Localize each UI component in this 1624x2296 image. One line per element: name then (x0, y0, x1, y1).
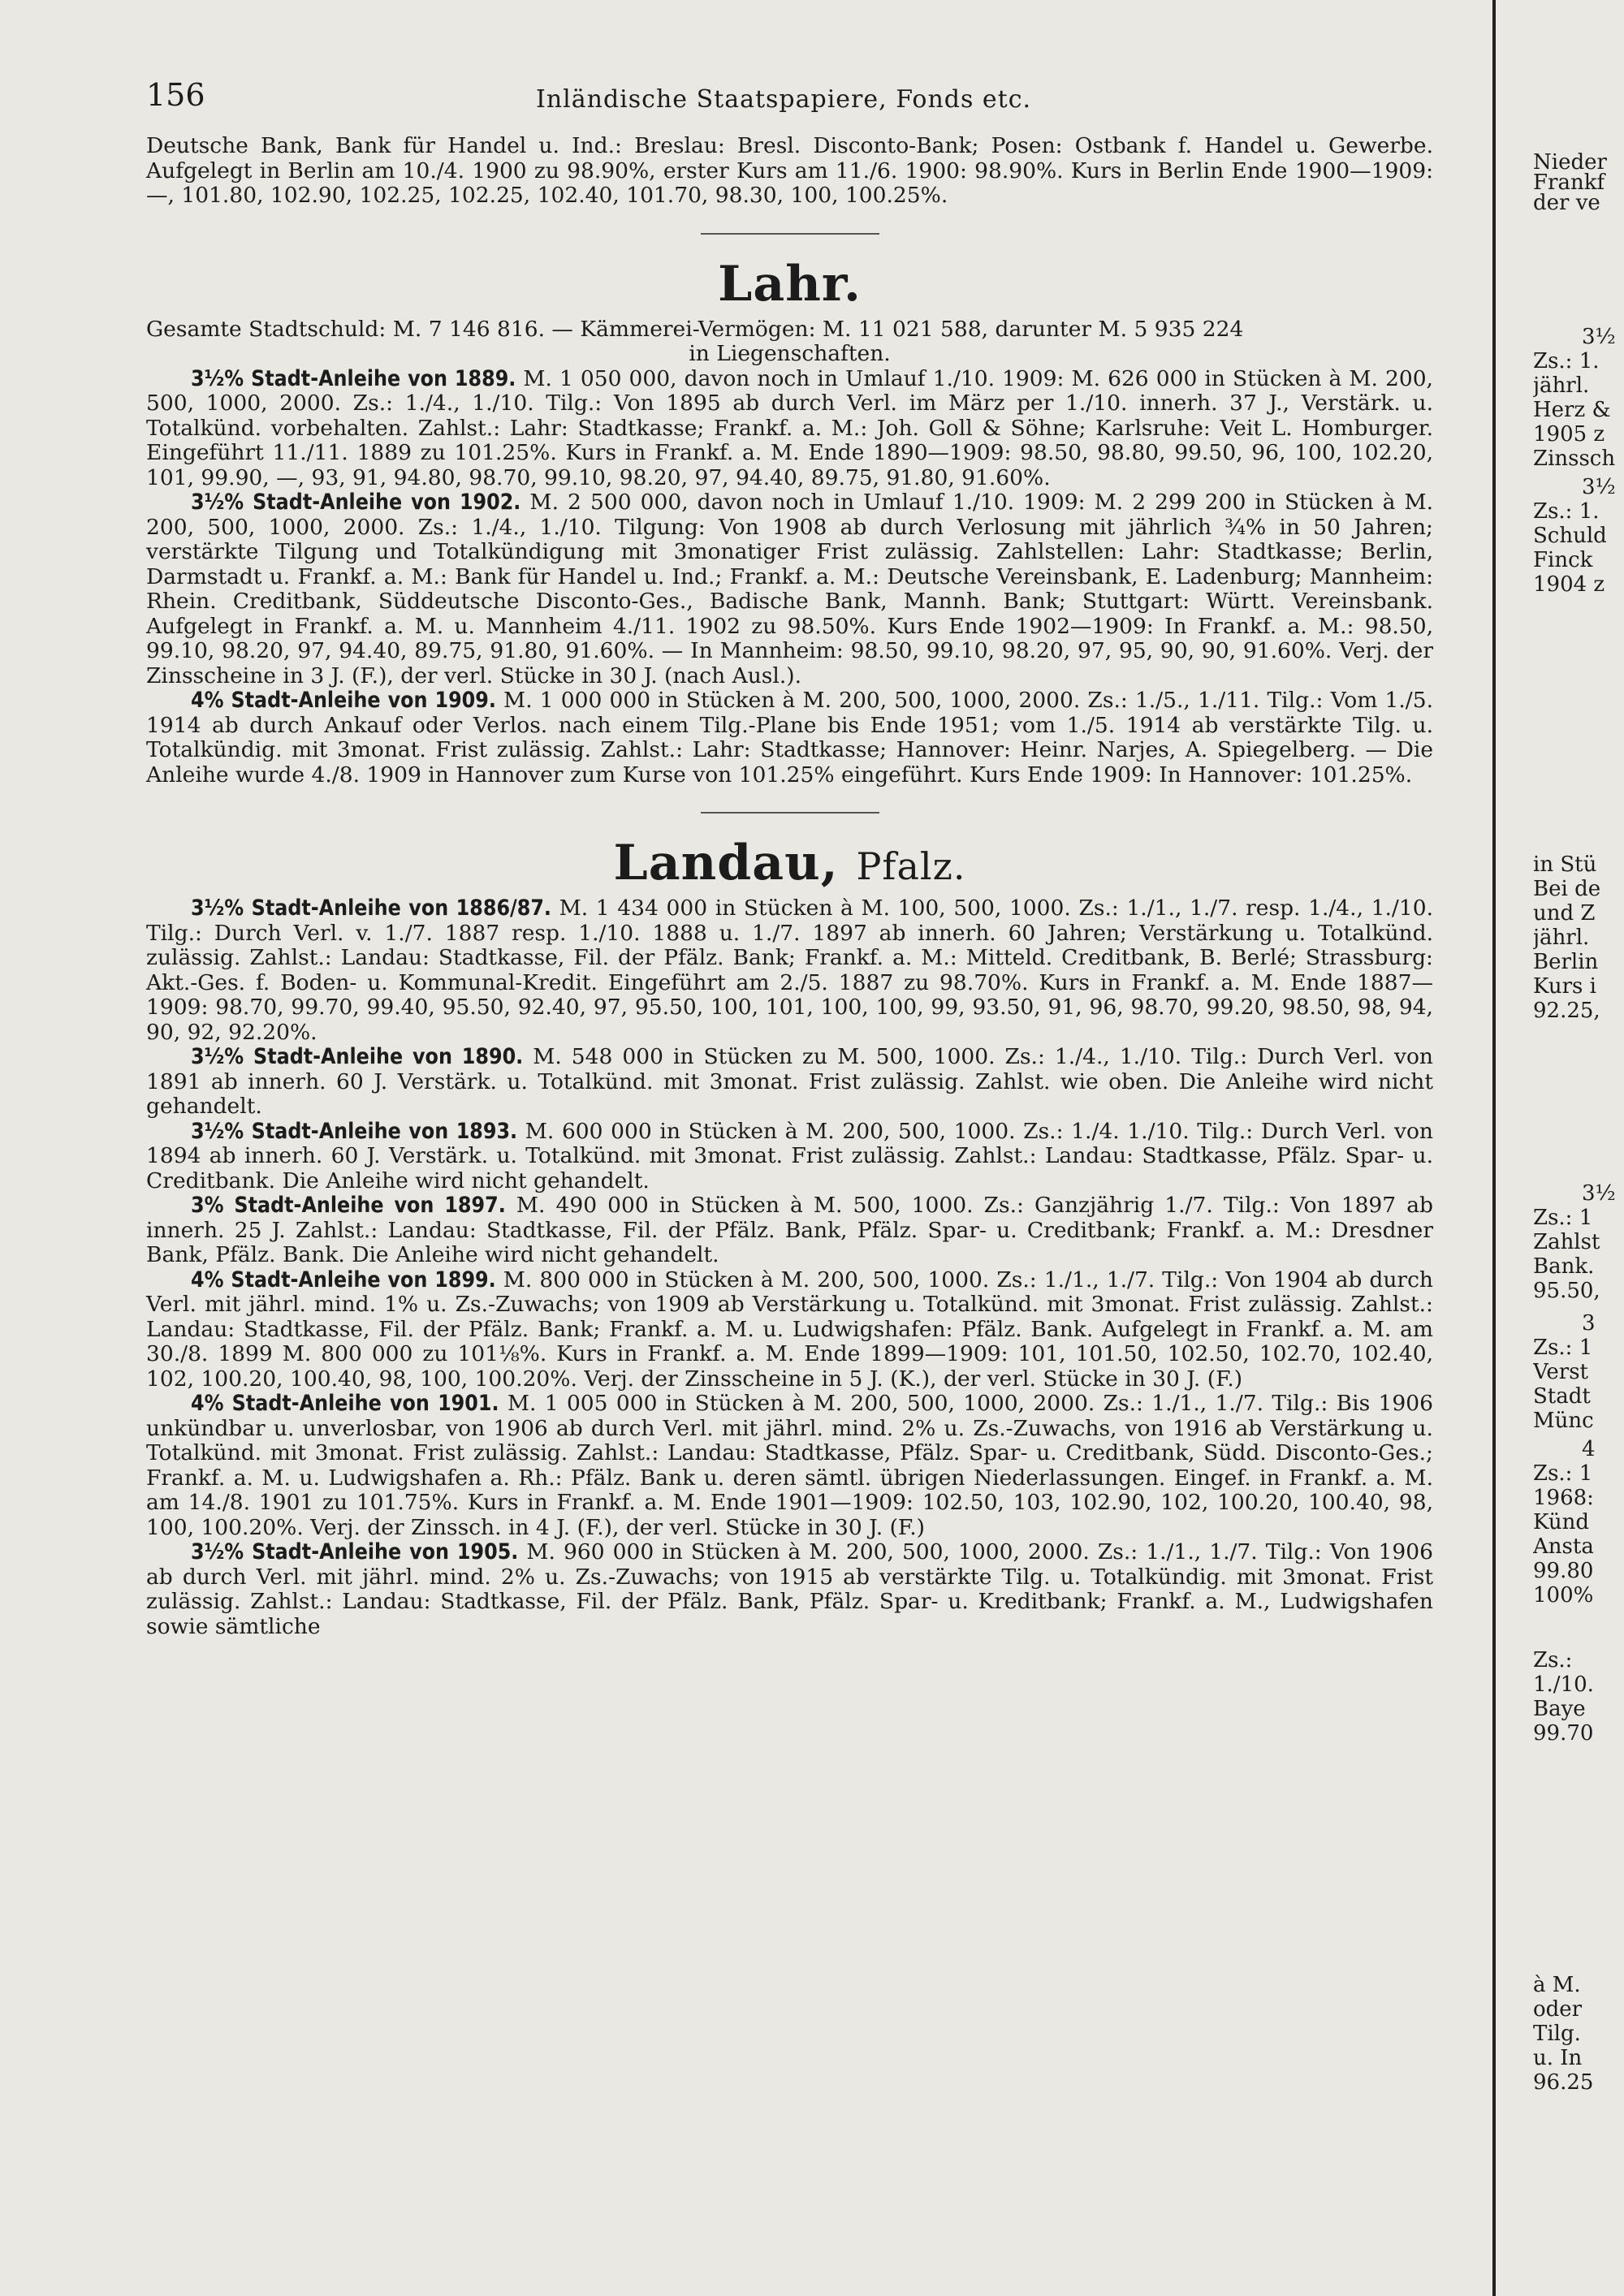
landau-subtitle: Pfalz. (856, 844, 966, 888)
lahr-summary-cont: in Liegenschaften. (689, 341, 891, 366)
section-divider (701, 233, 879, 235)
next-page-fragment: 99.80 (1533, 1559, 1594, 1583)
loan-entry (146, 1392, 1433, 1540)
next-page-fragment: Zs.: 1 (1533, 1336, 1593, 1360)
loan-heading: 3% Stadt-Anleihe von 1897. (191, 1193, 506, 1218)
page-gutter (1492, 0, 1496, 2296)
loan-text: M. 960 000 in Stücken à M. 200, 500, 1000, 2000. Zs.: 1./1., 1./7. Tilg.: Von 1906 ab durch Verl. mit jährl. mind. 2% u. Zs.-Zuwachs; von 1915 ab verstärkte Tilg. u. Totalkündig. mit 3monat. Frist zulässig. Zahlst.: Landau: Stadtkasse, Fil. der Pfälz. Bank, Pfälz. Spar- u. Kreditbank; Frankf. a. M., Ludwigshafen sowie sämtliche (146, 1539, 1433, 1639)
section-title-landau (146, 835, 1433, 891)
next-page-fragment: Finck (1533, 548, 1593, 572)
next-page-fragment: Bank. (1533, 1254, 1595, 1279)
next-page-fragment: à M. (1533, 1973, 1581, 1997)
next-page-fragment: jährl. (1533, 926, 1590, 950)
loan-heading: 3½% Stadt-Anleihe von 1902. (191, 490, 521, 515)
next-page-fragment: Zs.: 1 (1533, 1206, 1593, 1230)
loan-text: M. 1 000 000 in Stücken à M. 200, 500, 1000, 2000. Zs.: 1./5., 1./11. Tilg.: Vom 1./5. 1914 ab durch Ankauf oder Verlos. nach einem Tilg.-Plane bis Ende 1951; vom 1./5. 1914 ab verstärkte Tilg. u. Totalkündig. mit 3monat. Frist zulässig. Zahlst.: Lahr: Stadtkasse; Hannover: Heinr. Narjes, A. Spiegelberg. — Die Anleihe wurde 4./8. 1909 in Hannover zum Kurse von 101.25% eingeführt. Kurs Ende 1909: In Hannover: 101.25%. (146, 688, 1433, 788)
page-header (146, 77, 1433, 134)
next-page-edge (1533, 0, 1624, 2296)
loan-entry (146, 1193, 1433, 1268)
next-page-fragment: Tilg. (1533, 2022, 1581, 2046)
loan-text: M. 800 000 in Stücken à M. 200, 500, 1000. Zs.: 1./1., 1./7. Tilg.: Von 1904 ab durch Verl. mit jährl. mind. 1% u. Zs.-Zuwachs; von 1909 ab Verstärkung u. Totalkünd. mit 3monat. Frist zulässig. Zahlst.: Landau: Stadtkasse, Fil. der Pfälz. Bank; Frankf. a. M. u. Ludwigshafen: Pfälz. Bank. Aufgelegt in Frankf. a. M. am 30./8. 1899 M. 800 000 zu 101⅛%. Kurs in Frankf. a. M. Ende 1899—1909: 101, 101.50, 102.50, 102.70, 102.40, 102, 100.20, 100.40, 98, 100, 100.20%. Verj. der Zinsscheine in 5 J. (K.), der verl. Stücke in 30 J. (F.) (146, 1267, 1434, 1392)
next-page-fragment: 99.70 (1533, 1721, 1594, 1746)
next-page-fragment: 1968: (1533, 1486, 1594, 1510)
next-page-fragment: u. In (1533, 2046, 1583, 2070)
next-page-fragment: 4 (1582, 1437, 1596, 1461)
next-page-fragment: oder (1533, 1997, 1583, 2022)
loan-entry (146, 688, 1433, 788)
next-page-fragment: 1904 z (1533, 572, 1605, 597)
main-column (146, 77, 1433, 1639)
next-page-fragment: Zahlst (1533, 1230, 1600, 1254)
intro-paragraph: Deutsche Bank, Bank für Handel u. Ind.: Breslau: Bresl. Disconto-Bank; Posen: Ostbank f. Handel u. Gewerbe. Aufgelegt in Berlin am 10./4. 1900 zu 98.90%, erster Kurs am 11./6. 1900: 98.90%. Kurs in Berlin Ende 1900—1909: —, 101.80, 102.90, 102.25, 102.25, 102.40, 101.70, 98.30, 100, 100.25%. (146, 133, 1433, 208)
next-page-fragment: Kurs i (1533, 974, 1596, 999)
section-divider (701, 812, 879, 814)
next-page-fragment: Künd (1533, 1510, 1589, 1534)
next-page-fragment: Frankf (1533, 170, 1605, 195)
next-page-fragment: Zinssch (1533, 447, 1616, 471)
loan-entry (146, 1045, 1433, 1120)
loan-heading: 3½% Stadt-Anleihe von 1886/87. (191, 896, 551, 921)
loan-text: M. 490 000 in Stücken à M. 500, 1000. Zs.: Ganzjährig 1./7. Tilg.: Von 1897 ab innerh. 25 J. Zahlst.: Landau: Stadtkasse, Fil. der Pfälz. Bank, Pfälz. Spar- u. Creditbank; Frankf. a. M.: Dresdner Bank, Pfälz. Bank. Die Anleihe wird nicht gehandelt. (146, 1193, 1433, 1267)
next-page-fragment: Herz & (1533, 398, 1611, 422)
next-page-fragment: Baye (1533, 1697, 1586, 1721)
loan-entry (146, 1268, 1433, 1392)
next-page-fragment: 3½ (1582, 325, 1616, 349)
loan-text: M. 1 005 000 in Stücken à M. 200, 500, 1000, 2000. Zs.: 1./1., 1./7. Tilg.: Bis 1906 unkündbar u. unverlosbar, von 1906 ab durch Verl. mit jährl. mind. 2% u. Zs.-Zuwachs, von 1916 ab Verstärkung u. Totalkünd. mit 3monat. Frist zulässig. Zahlst.: Landau: Stadtkasse, Pfälz. Spar- u. Creditbank, Südd. Disconto-Ges.; Frankf. a. M. u. Ludwigshafen a. Rh.: Pfälz. Bank u. deren sämtl. übrigen Niederlassungen. Eingef. in Frankf. a. M. am 14./8. 1901 zu 101.75%. Kurs in Frankf. a. M. Ende 1901—1909: 102.50, 103, 102.90, 102, 100.20, 100.40, 98, 100, 100.20%. Verj. der Zinssch. in 4 J. (F.), der verl. Stücke in 30 J. (F.) (146, 1391, 1433, 1540)
loan-heading: 3½% Stadt-Anleihe von 1905. (191, 1539, 519, 1564)
next-page-fragment: Münc (1533, 1409, 1594, 1433)
loan-heading: 4% Stadt-Anleihe von 1901. (191, 1391, 499, 1416)
loan-entry (146, 896, 1433, 1045)
next-page-fragment: Ansta (1533, 1534, 1594, 1559)
loan-entry (146, 1540, 1433, 1639)
loan-text: M. 2 500 000, davon noch in Umlauf 1./10. 1909: M. 2 299 200 in Stücken à M. 200, 500, 1000, 2000. Zs.: 1./4., 1./10. Tilgung: Von 1908 ab durch Verlosung mit jährlich ¾% in 50 Jahren; verstärkte Tilgung und Totalkündigung mit 3monatiger Frist zulässig. Zahlstellen: Lahr: Stadtkasse; Berlin, Darmstadt u. Frankf. a. M.: Bank für Handel u. Ind.; Frankf. a. M.: Deutsche Vereinsbank, E. Ladenburg; Mannheim: Rhein. Creditbank, Süddeutsche Disconto-Ges., Badische Bank, Mannh. Bank; Stuttgart: Württ. Vereinsbank. Aufgelegt in Frankf. a. M. u. Mannheim 4./11. 1902 zu 98.50%. Kurs Ende 1902—1909: In Frankf. a. M.: 98.50, 99.10, 98.20, 97, 94.40, 89.75, 91.80, 91.60%. — In Mannheim: 98.50, 99.10, 98.20, 97, 95, 90, 90, 91.60%. Verj. der Zinsscheine in 3 J. (F.), der verl. Stücke in 30 J. (nach Ausl.). (146, 490, 1433, 688)
next-page-fragment: Zs.: 1 (1533, 1461, 1593, 1486)
next-page-fragment: 3½ (1582, 475, 1616, 499)
next-page-fragment: 1./10. (1533, 1672, 1594, 1697)
loan-entry (146, 1120, 1433, 1194)
loan-entry (146, 367, 1433, 491)
next-page-fragment: Schuld (1533, 524, 1607, 548)
next-page-fragment: Verst (1533, 1360, 1588, 1384)
running-title: Inländische Staatspapiere, Fonds etc. (536, 85, 1032, 114)
loan-heading: 3½% Stadt-Anleihe von 1889. (191, 365, 516, 391)
loan-heading: 4% Stadt-Anleihe von 1899. (191, 1267, 496, 1293)
page-number: 156 (146, 77, 205, 113)
loan-heading: 3½% Stadt-Anleihe von 1890. (191, 1044, 524, 1069)
loan-text: M. 1 050 000, davon noch in Umlauf 1./10. 1909: M. 626 000 in Stücken à M. 200, 500, 1000, 2000. Zs.: 1./4., 1./10. Tilg.: Von 1895 ab durch Verl. im März per 1./10. innerh. 37 J., Verstärk. u. Totalkünd. vorbehalten. Zahlst.: Lahr: Stadtkasse; Frankf. a. M.: Joh. Goll & Söhne; Karlsruhe: Veit L. Homburger. Eingeführt 11./11. 1889 zu 101.25%. Kurs in Frankf. a. M. Ende 1890—1909: 98.50, 98.80, 99.50, 96, 100, 102.20, 101, 99.90, —, 93, 91, 94.80, 98.70, 99.10, 98.20, 97, 94.40, 89.75, 91.80, 91.60%. (146, 365, 1433, 490)
next-page-fragment: und Z (1533, 901, 1596, 926)
next-page-fragment: Zs.: 1. (1533, 349, 1600, 373)
landau-title: Landau, (613, 835, 839, 891)
next-page-fragment: Zs.: (1533, 1648, 1573, 1672)
next-page-fragment: 96.25 (1533, 2070, 1594, 2095)
loan-heading: 4% Stadt-Anleihe von 1909. (191, 688, 496, 713)
next-page-fragment: jährl. (1533, 373, 1590, 398)
next-page-fragment: 95.50, (1533, 1279, 1600, 1303)
loan-text: M. 1 434 000 in Stücken à M. 100, 500, 1000. Zs.: 1./1., 1./7. resp. 1./4., 1./10. Tilg.: Durch Verl. v. 1./7. 1887 resp. 1./10. 1888 u. 1./7. 1897 ab innerh. 60 Jahren; Verstärkung u. Totalkünd. zulässig. Zahlst.: Landau: Stadtkasse, Fil. der Pfälz. Bank; Frankf. a. M.: Mitteld. Creditbank, B. Berlé; Strassburg: Akt.-Ges. f. Boden- u. Kommunal-Kredit. Eingeführt am 2./5. 1887 zu 98.70%. Kurs in Frankf. a. M. Ende 1887—1909: 98.70, 99.70, 99.40, 95.50, 92.40, 97, 95.50, 100, 101, 100, 100, 99, 93.50, 91, 96, 98.70, 99.20, 98.50, 98, 94, 90, 92, 92.20%. (146, 896, 1434, 1045)
next-page-fragment: 3 (1582, 1311, 1596, 1336)
next-page-fragment: Stadt (1533, 1384, 1591, 1409)
loan-entry (146, 490, 1433, 688)
next-page-fragment: Nieder (1533, 150, 1607, 175)
next-page-fragment: 100% (1533, 1583, 1594, 1608)
section-title-lahr: Lahr. (718, 255, 862, 313)
next-page-fragment: in Stü (1533, 852, 1597, 877)
next-page-fragment: der ve (1533, 191, 1600, 215)
next-page-fragment: 3½ (1582, 1181, 1616, 1206)
loan-text: M. 548 000 in Stücken zu M. 500, 1000. Zs.: 1./4., 1./10. Tilg.: Durch Verl. von 1891 ab innerh. 60 J. Verstärk. u. Totalkünd. mit 3monat. Frist zulässig. Zahlst. wie oben. Die Anleihe wird nicht gehandelt. (146, 1044, 1433, 1119)
next-page-fragment: 1905 z (1533, 422, 1605, 447)
next-page-fragment: Zs.: 1. (1533, 499, 1600, 524)
loan-heading: 3½% Stadt-Anleihe von 1893. (191, 1118, 518, 1144)
next-page-fragment: 92.25, (1533, 999, 1600, 1023)
loan-text: M. 600 000 in Stücken à M. 200, 500, 1000. Zs.: 1./4. 1./10. Tilg.: Durch Verl. von 1894 ab innerh. 60 J. Verstärk. u. Totalkünd. mit 3monat. Frist zulässig. Zahlst.: Landau: Stadtkasse, Pfälz. Spar- u. Creditbank. Die Anleihe wird nicht gehandelt. (146, 1118, 1433, 1193)
next-page-fragment: Bei de (1533, 877, 1601, 901)
next-page-fragment: Berlin (1533, 950, 1599, 974)
lahr-summary: Gesamte Stadtschuld: M. 7 146 816. — Kämmerei-Vermögen: M. 11 021 588, darunter M. 5 935 224 (146, 316, 1244, 342)
